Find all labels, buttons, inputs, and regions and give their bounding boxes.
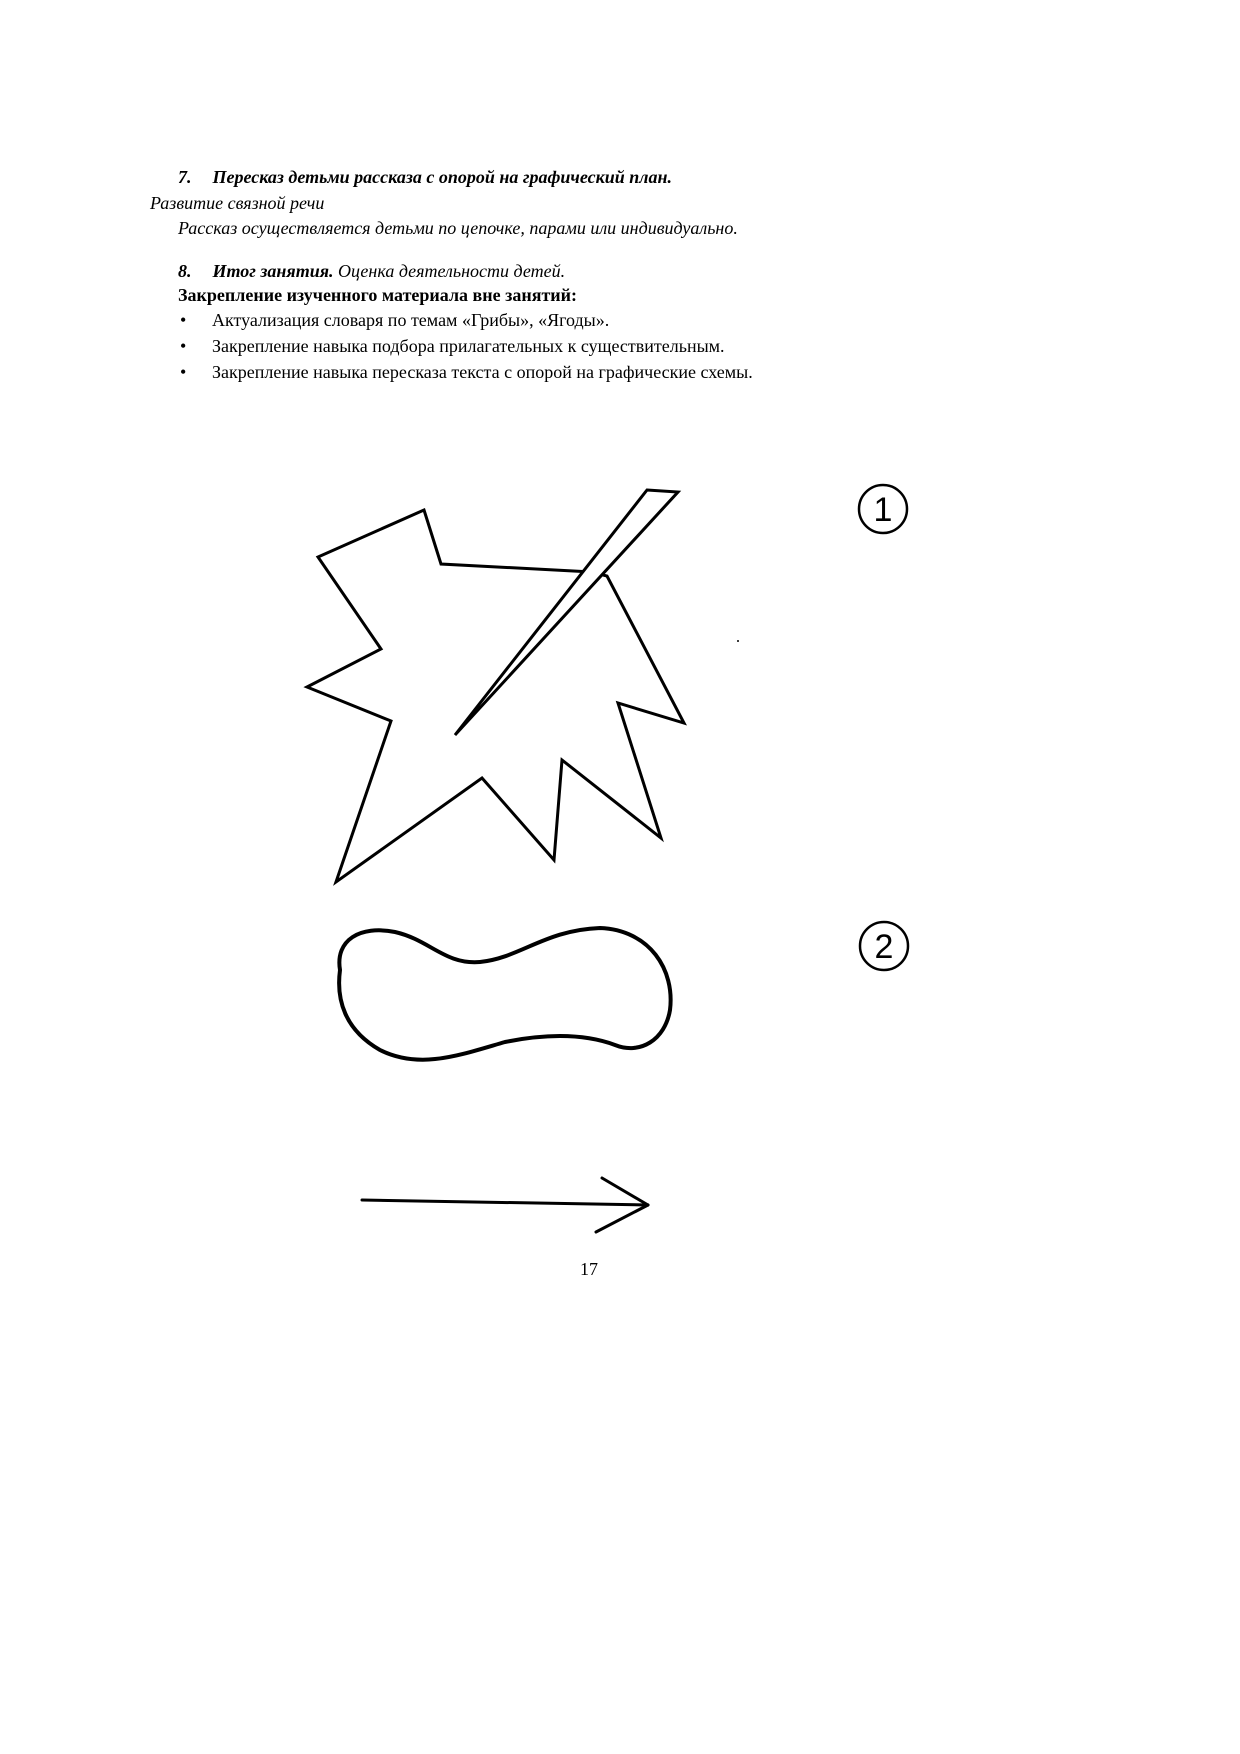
list-item: Закрепление навыка подбора прилагательных к существительным. (212, 336, 725, 356)
page-number: 17 (580, 1259, 598, 1279)
arrow-icon (362, 1178, 648, 1232)
section-7-title: Пересказ детьми рассказа с опорой на графический план. (212, 167, 672, 187)
stray-dot (737, 640, 739, 642)
section-7-text: Рассказ осуществляется детьми по цепочке, парами или индивидуально. (178, 218, 738, 238)
list-item: Актуализация словаря по темам «Грибы», «Ягоды». (212, 310, 610, 330)
bullet-marker: • (180, 310, 187, 330)
section-7-subtitle: Развитие связной речи (150, 193, 325, 213)
bullet-marker: • (180, 362, 187, 382)
section-8-text: Оценка деятельности детей. (337, 261, 566, 281)
consolidation-heading: Закрепление изученного материала вне занятий: (178, 285, 578, 305)
marker-2-text: 2 (874, 928, 894, 966)
marker-1 (859, 485, 907, 533)
section-8-title: Итог занятия. (212, 261, 334, 281)
bean-shape (339, 928, 671, 1060)
marker-1-text: 1 (873, 491, 893, 529)
bullet-marker: • (180, 336, 187, 356)
list-item: Закрепление навыка пересказа текста с опорой на графические схемы. (212, 362, 753, 382)
leaf-stem (455, 490, 678, 735)
section-8-number: 8. (178, 261, 192, 281)
marker-2 (860, 922, 908, 970)
section-7-number: 7. (178, 167, 192, 187)
leaf-shape (307, 510, 684, 882)
